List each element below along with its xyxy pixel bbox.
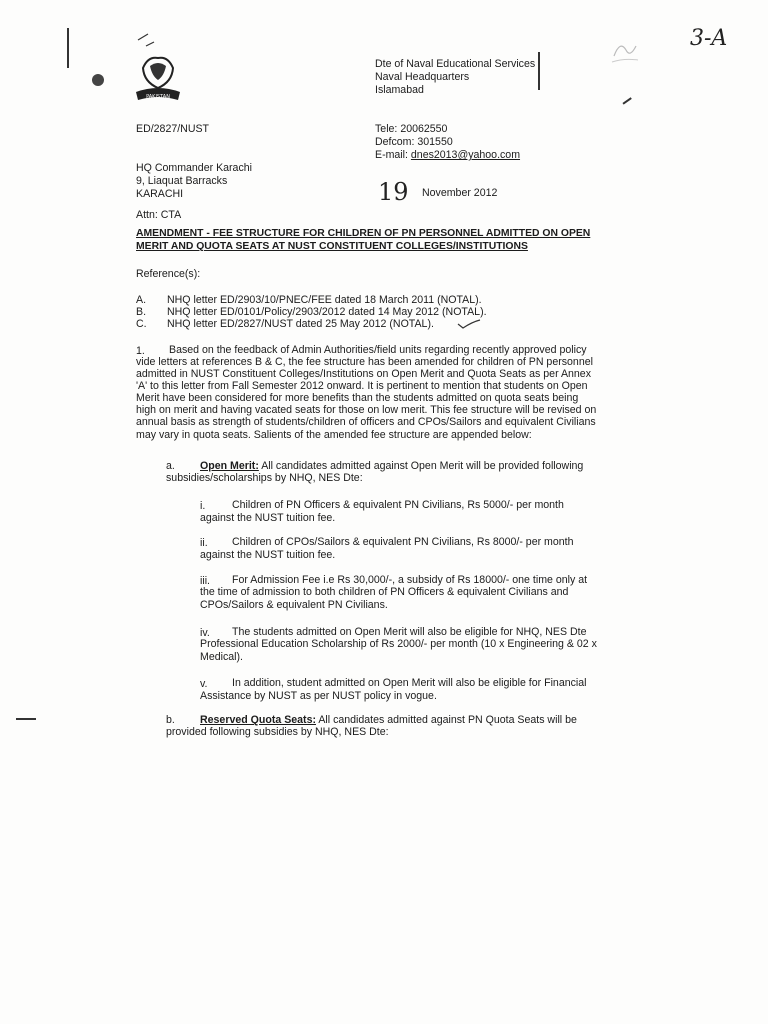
item-line: against the NUST tuition fee.: [200, 512, 336, 524]
subparagraph-b-line2: provided following subsidies by NHQ, NES Dte:: [166, 726, 389, 738]
item-key: v.: [200, 678, 208, 690]
handwritten-day: 19: [378, 178, 409, 206]
paragraph-line: admitted in NUST Constituent Colleges/Institutions on Open Merit and Quota Seats as per Annex: [136, 368, 591, 380]
item-key: ii.: [200, 537, 208, 549]
reference-text: NHQ letter ED/2827/NUST dated 25 May 2012 (NOTAL).: [167, 318, 434, 330]
item-line: The students admitted on Open Merit will also be eligible for NHQ, NES Dte: [232, 626, 587, 638]
item-line: Professional Education Scholarship of Rs 2000/- per month (10 x Engineering & 02 x: [200, 638, 597, 650]
open-merit-heading: Open Merit:: [200, 460, 259, 472]
reference-key: C.: [136, 318, 147, 330]
item-line: Assistance by NUST as per NUST policy in vogue.: [200, 690, 437, 702]
email-label: E-mail:: [375, 149, 411, 161]
sender-line: Islamabad: [375, 84, 424, 96]
subparagraph-a-line2: subsidies/scholarships by NHQ, NES Dte:: [166, 472, 363, 484]
subparagraph-a-line1: [200, 460, 632, 472]
references-heading: Reference(s):: [136, 268, 201, 280]
paragraph-line: may vary in quota seats. Salients of the amended fee structure are appended below:: [136, 429, 532, 441]
subparagraph-key: b.: [166, 714, 175, 726]
handwritten-annotation: 3-A: [690, 26, 728, 51]
pakistan-navy-crest-icon: [128, 30, 188, 110]
paragraph-number: 1.: [136, 345, 145, 357]
attention-line: Attn: CTA: [136, 209, 182, 221]
item-key: iv.: [200, 627, 210, 639]
paragraph-line: high on merit and having vacated seats for those on low merit. This fee structure will be revised on: [136, 404, 597, 416]
addressee-line: HQ Commander Karachi: [136, 162, 252, 174]
reference-text: NHQ letter ED/0101/Policy/2903/2012 dated 14 May 2012 (NOTAL).: [167, 306, 487, 318]
tick-mark: [456, 318, 482, 330]
email-link[interactable]: dnes2013@yahoo.com: [410, 149, 521, 161]
sender-line: Naval Headquarters: [375, 71, 470, 83]
addressee-line: KARACHI: [136, 188, 184, 200]
item-line: Children of CPOs/Sailors & equivalent PN Civilians, Rs 8000/- per month: [232, 536, 574, 548]
reference-key: B.: [136, 306, 147, 318]
paragraph-line: annual basis as strength of students/children of officers and CPOs/Sailors and equivalent Civilians: [136, 416, 596, 428]
email-line: [375, 149, 520, 161]
paragraph-line: Merit have been considered for more benefits than the students admitted on quota seats being: [136, 392, 579, 404]
pen-tick-mark: [622, 97, 631, 104]
sender-line: Dte of Naval Educational Services: [375, 58, 536, 70]
subparagraph-b-text: All candidates admitted against PN Quota Seats will be: [318, 714, 577, 726]
subject-line: MERIT AND QUOTA SEATS AT NUST CONSTITUENT COLLEGES/INSTITUTIONS: [136, 241, 528, 252]
reference-key: A.: [136, 294, 147, 306]
paragraph-line: Based on the feedback of Admin Authorities/field units regarding recently approved policy: [169, 344, 587, 356]
telephone: Tele: 20062550: [375, 123, 448, 135]
item-key: iii.: [200, 575, 211, 587]
defcom: Defcom: 301550: [375, 136, 453, 148]
reference-text: NHQ letter ED/2903/10/PNEC/FEE dated 18 March 2011 (NOTAL).: [167, 294, 482, 306]
crest-label: PAKISTAN: [146, 94, 170, 100]
punch-hole-mark: [92, 74, 104, 86]
reference-number: ED/2827/NUST: [136, 123, 210, 135]
subparagraph-key: a.: [166, 460, 175, 472]
paragraph-line: vide letters at references B & C, the fee structure has been amended for children of PN personnel: [136, 356, 593, 368]
scribble-mark: [608, 36, 642, 66]
letter-date: November 2012: [422, 187, 498, 199]
item-line: For Admission Fee i.e Rs 30,000/-, a subsidy of Rs 18000/- one time only at: [232, 574, 588, 586]
paragraph-line: 'A' to this letter from Fall Semester 2012 onward. It is pertinent to mention that students on Open: [136, 380, 588, 392]
scan-edge-mark: [67, 28, 69, 68]
item-key: i.: [200, 500, 206, 512]
item-line: In addition, student admitted on Open Merit will also be eligible for Financial: [232, 677, 587, 689]
subject-line: AMENDMENT - FEE STRUCTURE FOR CHILDREN OF PN PERSONNEL ADMITTED ON OPEN: [136, 228, 591, 239]
pen-stroke-mark: [538, 52, 540, 90]
item-line: CPOs/Sailors & equivalent PN Civilians.: [200, 599, 388, 611]
reserved-quota-heading: Reserved Quota Seats:: [200, 714, 316, 726]
addressee-line: 9, Liaquat Barracks: [136, 175, 228, 187]
scan-edge-mark: [16, 718, 36, 720]
subparagraph-a-text: All candidates admitted against Open Merit will be provided following: [261, 460, 584, 472]
item-line: Medical).: [200, 651, 243, 663]
subparagraph-b-line1: [200, 714, 632, 726]
item-line: Children of PN Officers & equivalent PN Civilians, Rs 5000/- per month: [232, 499, 564, 511]
item-line: the time of admission to both children of PN Officers & equivalent Civilians and: [200, 586, 569, 598]
item-line: against the NUST tuition fee.: [200, 549, 336, 561]
